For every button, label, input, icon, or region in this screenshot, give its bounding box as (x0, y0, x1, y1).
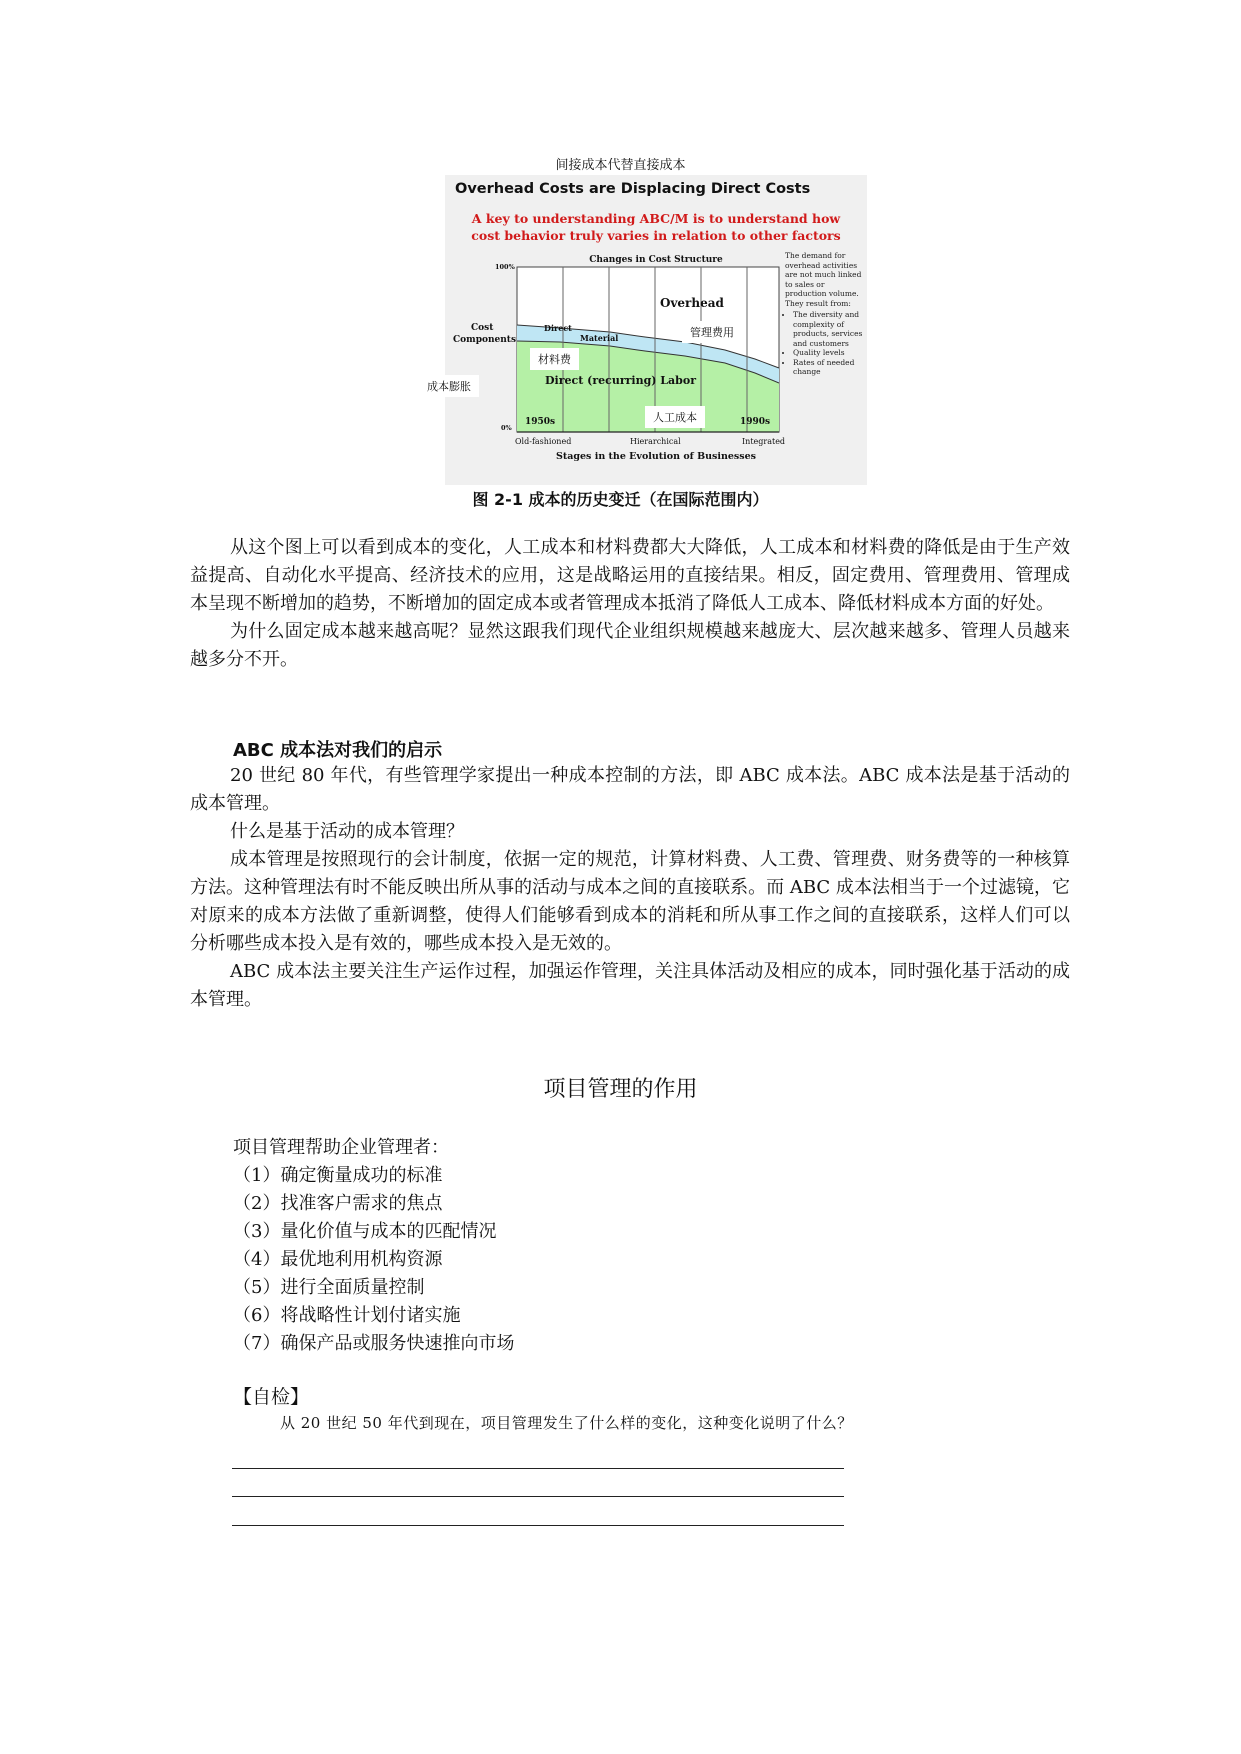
overhead-note-list (785, 310, 865, 377)
overhead-costs-figure (445, 175, 867, 485)
abc-paragraphs (190, 762, 1070, 1014)
paragraph: 成本管理是按照现行的会计制度，依据一定的规范，计算材料费、人工费、管理费、财务费等的一种核算方法。这种管理法有时不能反映出所从事的活动与成本之间的直接联系。而 ABC 成本法相当于一个过滤镜，它对原来的成本方法做了重新调整，使得人们能够看到成本的消耗和所从事工作之间的直接联系，这样人们可以分析哪些成本投入是有效的，哪些成本投入是无效的。 (190, 849, 1070, 954)
labor-label: Direct (recurring) Labor (545, 374, 696, 387)
paragraph: 20 世纪 80 年代，有些管理学家提出一种成本控制的方法，即 ABC 成本法。ABC 成本法是基于活动的成本管理。 (190, 765, 1070, 814)
answer-line[interactable] (232, 1525, 844, 1526)
chart-title: Changes in Cost Structure (589, 255, 723, 265)
list-item: （3）量化价值与成本的匹配情况 (233, 1221, 497, 1242)
list-item: （7）确保产品或服务快速推向市场 (233, 1333, 515, 1354)
benefits-list (233, 1134, 514, 1358)
figure-caption: 图 2-1 成本的历史变迁（在国际范围内） (472, 490, 769, 509)
stage-hierarchical: Hierarchical (630, 437, 681, 446)
paragraph: 什么是基于活动的成本管理？ (230, 821, 464, 842)
stage-integrated: Integrated (742, 437, 786, 446)
cn-material-label: 材料费 (530, 348, 579, 370)
intro-paragraphs (190, 534, 1070, 674)
list-item: （1）确定衡量成功的标准 (233, 1165, 443, 1186)
figure-top-caption: 间接成本代替直接成本 (555, 158, 686, 173)
y-axis-top-label: 100% (495, 263, 515, 271)
stage-old-fashioned: Old-fashioned (515, 437, 572, 446)
abc-heading: ABC 成本法对我们的启示 (233, 740, 443, 761)
answer-line[interactable] (232, 1496, 844, 1497)
list-item: （2）找准客户需求的焦点 (233, 1193, 443, 1214)
y-axis-label-line1: Cost (471, 323, 494, 333)
list-intro: 项目管理帮助企业管理者： (233, 1137, 449, 1158)
paragraph: ABC 成本法主要关注生产运作过程，加强运作管理，关注具体活动及相应的成本，同时强化基于活动的成本管理。 (190, 961, 1070, 1010)
decade-1990s-label: 1990s (740, 417, 771, 427)
decade-1950s-label: 1950s (525, 417, 556, 427)
cn-labor-label: 人工成本 (645, 406, 705, 428)
section-title: 项目管理的作用 (543, 1077, 698, 1102)
list-item: （6）将战略性计划付诸实施 (233, 1305, 461, 1326)
overhead-note-item: • The diversity and complexity of products, services and customers (793, 310, 865, 348)
figure-title: Overhead Costs are Displacing Direct Costs (455, 181, 811, 197)
figure-subtitle-line1: A key to understanding ABC/M is to understand how (471, 211, 841, 226)
material-label: Material (580, 333, 619, 343)
y-axis-label-line2: Components (453, 335, 517, 345)
overhead-note (785, 251, 865, 377)
overhead-label: Overhead (660, 296, 724, 310)
figure-subtitle-line2: cost behavior truly varies in relation to other factors (471, 228, 841, 243)
overhead-note-item: • Rates of needed change (793, 358, 865, 377)
overhead-note-text: The demand for overhead activities are not much linked to sales or production volume. They result from: (785, 251, 862, 308)
cn-expansion-label: 成本膨胀 (419, 375, 479, 397)
list-item: （4）最优地利用机构资源 (233, 1249, 443, 1270)
list-item: （5）进行全面质量控制 (233, 1277, 425, 1298)
y-axis-bottom-label: 0% (501, 424, 512, 432)
x-axis-label: Stages in the Evolution of Businesses (555, 451, 757, 462)
paragraph: 从这个图上可以看到成本的变化，人工成本和材料费都大大降低，人工成本和材料费的降低是由于生产效益提高、自动化水平提高、经济技术的应用，这是战略运用的直接结果。相反，固定费用、管理费用、管理成本呈现不断增加的趋势，不断增加的固定成本或者管理成本抵消了降低人工成本、降低材料成本方面的好处。 (190, 537, 1070, 614)
cn-overhead-label: 管理费用 (682, 321, 742, 343)
self-check-question: 从 20 世纪 50 年代到现在，项目管理发生了什么样的变化，这种变化说明了什么？ (280, 1414, 853, 1432)
self-check-heading: 【自检】 (233, 1386, 310, 1408)
paragraph: 为什么固定成本越来越高呢？显然这跟我们现代企业组织规模越来越庞大、层次越来越多、管理人员越来越多分不开。 (190, 621, 1070, 670)
direct-label: Direct (544, 323, 572, 333)
overhead-note-item: • Quality levels (793, 348, 865, 358)
answer-line[interactable] (232, 1468, 844, 1469)
